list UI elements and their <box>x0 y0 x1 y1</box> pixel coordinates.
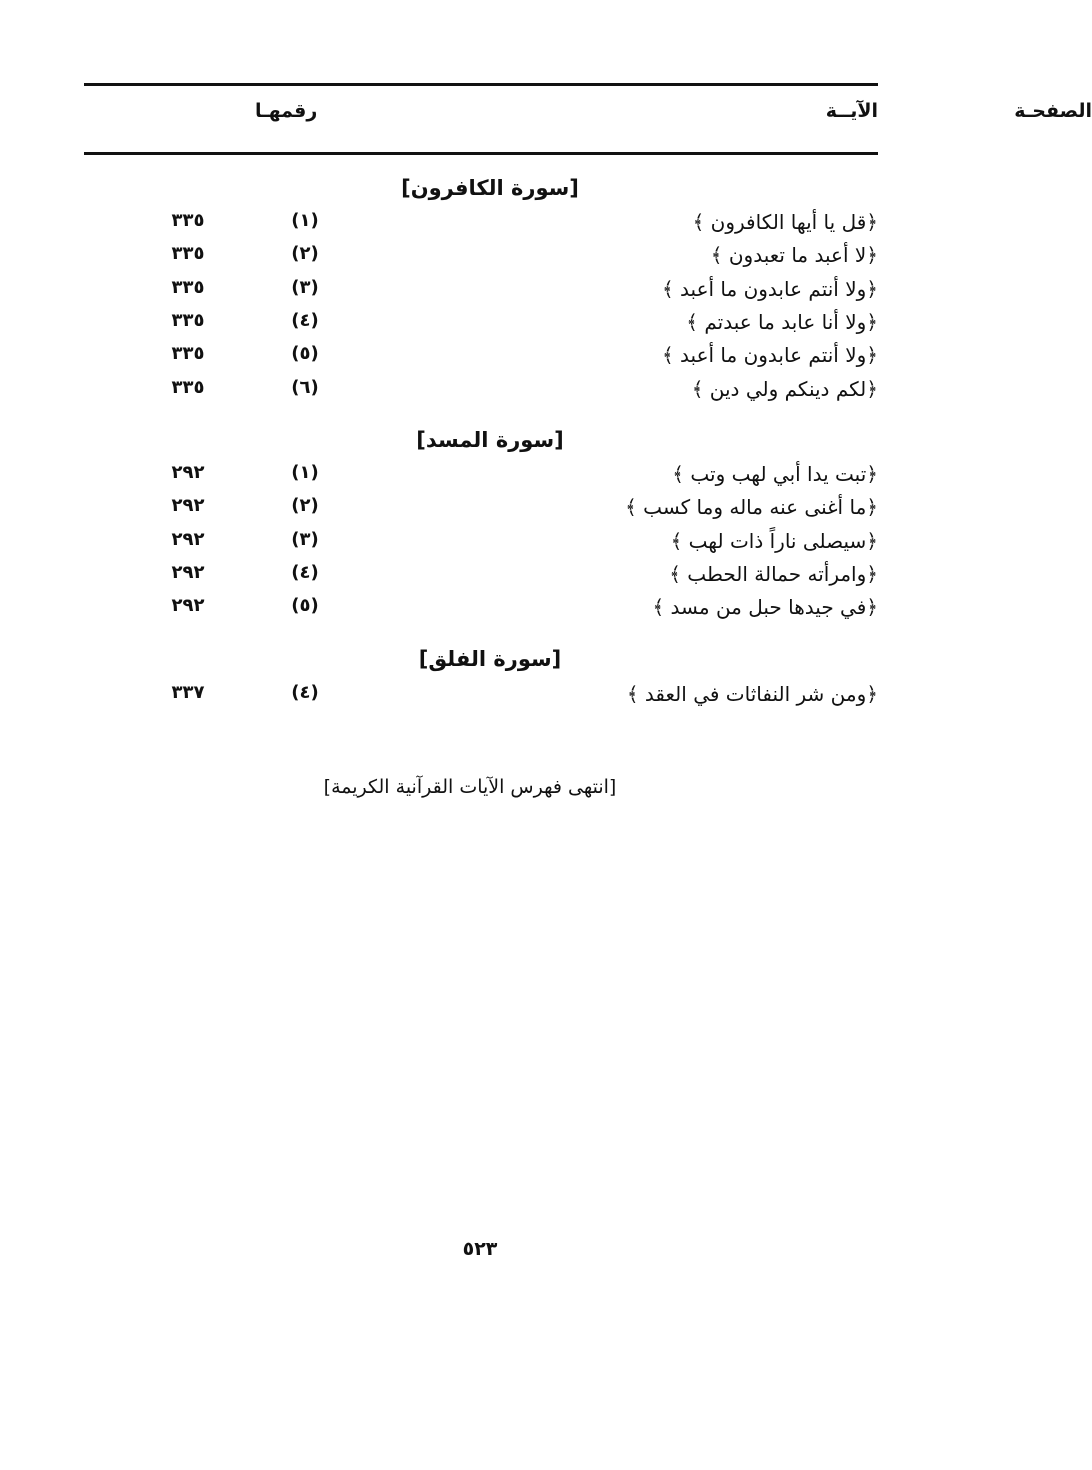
column-header-ayah: الآيــة <box>825 100 878 122</box>
page-reference: ٣٣٥ <box>171 310 205 331</box>
page-reference: ٣٣٥ <box>171 343 205 364</box>
page-reference: ٣٣٧ <box>171 682 205 703</box>
ayah-number: (٢) <box>291 243 319 264</box>
page-reference: ٢٩٢ <box>171 495 205 516</box>
page-reference: ٢٩٢ <box>171 462 205 483</box>
ayah-text: ﴿تبت يدا أبي لهب وتب ﴾ <box>672 462 878 486</box>
page-reference: ٣٣٥ <box>171 210 205 231</box>
surah-title-falaq: [سورة الفلق] <box>418 647 562 671</box>
ayah-number: (٣) <box>291 277 319 298</box>
page-reference: ٢٩٢ <box>171 529 205 550</box>
ayah-text: ﴿ولا أنتم عابدون ما أعبد ﴾ <box>661 343 878 367</box>
table-row <box>0 562 958 594</box>
ayah-number: (٦) <box>291 377 319 398</box>
ayah-number: (٣) <box>291 529 319 550</box>
table-row <box>0 377 958 409</box>
table-row <box>0 343 958 375</box>
ayah-text: ﴿لكم دينكم ولي دين ﴾ <box>691 377 878 401</box>
ayah-text: ﴿قل يا أيها الكافرون ﴾ <box>692 210 878 234</box>
page-reference: ٣٣٥ <box>171 277 205 298</box>
ayah-number: (٤) <box>291 682 319 703</box>
ayah-number: (٤) <box>291 310 319 331</box>
ayah-text: ﴿ولا أنتم عابدون ما أعبد ﴾ <box>661 277 878 301</box>
page-reference: ٣٣٥ <box>171 377 205 398</box>
header-top-rule <box>84 83 878 86</box>
table-row <box>0 595 958 627</box>
column-header-page: الصفحـة <box>1014 100 1092 122</box>
page-number: ٥٢٣ <box>462 1238 498 1260</box>
page-reference: ٢٩٢ <box>171 595 205 616</box>
ayah-text: ﴿ما أغنى عنه ماله وما كسب ﴾ <box>625 495 878 519</box>
surah-title-kafirun: [سورة الكافرون] <box>401 176 579 200</box>
ayah-text: ﴿وامرأته حمالة الحطب ﴾ <box>669 562 878 586</box>
ayah-text: ﴿سيصلى ناراً ذات لهب ﴾ <box>670 529 878 553</box>
ayah-number: (٤) <box>291 562 319 583</box>
table-row <box>0 462 958 494</box>
ayah-number: (١) <box>291 210 319 231</box>
ayah-number: (١) <box>291 462 319 483</box>
table-row <box>0 243 958 275</box>
ayah-number: (٢) <box>291 495 319 516</box>
table-row <box>0 529 958 561</box>
ayah-text: ﴿ومن شر النفاثات في العقد ﴾ <box>626 682 878 706</box>
surah-title-masad: [سورة المسد] <box>416 428 564 452</box>
table-row <box>0 277 958 309</box>
ayah-text: ﴿ولا أنا عابد ما عبدتم ﴾ <box>686 310 878 334</box>
page-reference: ٢٩٢ <box>171 562 205 583</box>
table-row <box>0 682 958 714</box>
index-end-note: [انتهى فهرس الآيات القرآنية الكريمة] <box>323 776 617 798</box>
column-header-number: رقمهـا <box>255 100 318 122</box>
header-bottom-rule <box>84 152 878 155</box>
ayah-number: (٥) <box>291 343 319 364</box>
page-reference: ٣٣٥ <box>171 243 205 264</box>
table-row <box>0 495 958 527</box>
ayah-text: ﴿في جيدها حبل من مسد ﴾ <box>652 595 878 619</box>
ayah-number: (٥) <box>291 595 319 616</box>
table-row <box>0 310 958 342</box>
ayah-text: ﴿لا أعبد ما تعبدون ﴾ <box>710 243 878 267</box>
table-row <box>0 210 958 242</box>
